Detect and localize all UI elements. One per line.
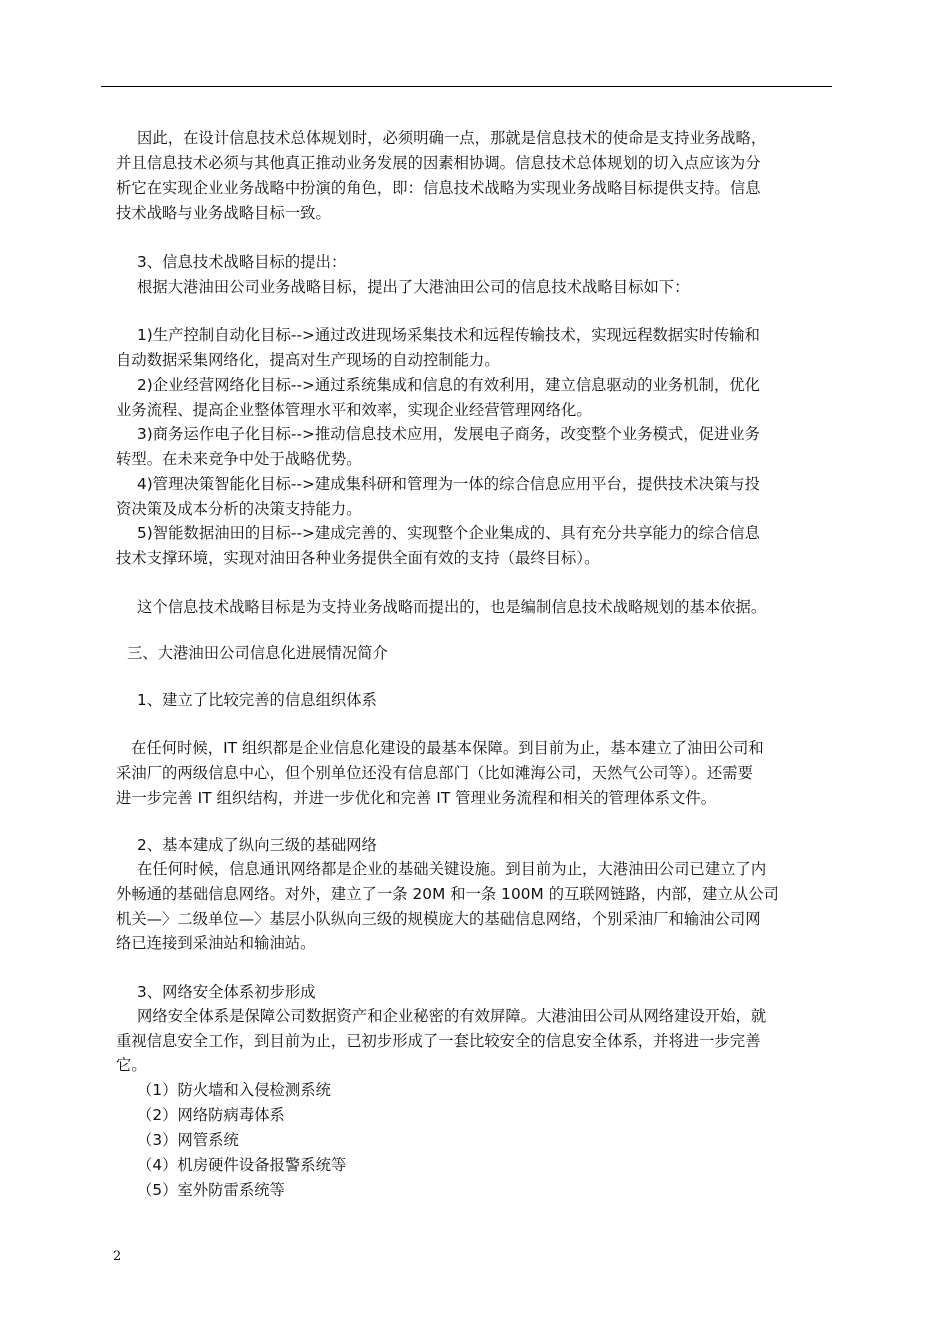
body-line: 采油厂的两级信息中心，但个别单位还没有信息部门（比如滩海公司，天然气公司等）。还需要	[116, 764, 753, 782]
subsection-heading: 3、网络安全体系初步形成	[137, 983, 316, 1001]
goals-summary: 这个信息技术战略目标是为支持业务战略而提出的，也是编制信息技术战略规划的基本依据。	[137, 598, 767, 616]
subsection-heading: 2、基本建成了纵向三级的基础网络	[137, 836, 377, 854]
section-heading: 三、大港油田公司信息化进展情况简介	[127, 644, 388, 662]
list-item: （3）网管系统	[137, 1131, 239, 1149]
intro-line: 因此，在设计信息技术总体规划时，必须明确一点，那就是信息技术的使命是支持业务战略，	[137, 129, 767, 147]
body-line: 重视信息安全工作，到目前为止，已初步形成了一套比较安全的信息安全体系，并将进一步完善	[116, 1032, 761, 1050]
body-line: 网络安全体系是保障公司数据资产和企业秘密的有效屏障。大港油田公司从网络建设开始，就	[137, 1007, 767, 1025]
header-rule	[101, 86, 832, 87]
goal-line: 5)智能数据油田的目标-->建成完善的、实现整个企业集成的、具有充分共享能力的综合信息	[137, 524, 760, 542]
intro-line: 并且信息技术必须与其他真正推动业务发展的因素相协调。信息技术总体规划的切入点应该为分	[116, 154, 761, 172]
goal-line: 2)企业经营网络化目标-->通过系统集成和信息的有效利用，建立信息驱动的业务机制，优化	[137, 376, 760, 394]
goal-line: 业务流程、提高企业整体管理水平和效率，实现企业经营管理网络化。	[116, 401, 592, 419]
goal-line: 资决策及成本分析的决策支持能力。	[116, 500, 362, 518]
page-number: 2	[113, 1249, 122, 1264]
body-line: 在任何时候，IT 组织都是企业信息化建设的最基本保障。到目前为止，基本建立了油田公司和	[131, 739, 764, 757]
body-line: 外畅通的基础信息网络。对外，建立了一条 20M 和一条 100M 的互联网链路，内部，建立从公司	[116, 885, 779, 903]
body-line: 进一步完善 IT 组织结构，并进一步优化和完善 IT 管理业务流程和相关的管理体系文件。	[116, 789, 717, 807]
body-line: 它。	[116, 1056, 147, 1074]
body-line: 在任何时候，信息通讯网络都是企业的基础关键设施。到目前为止，大港油田公司已建立了内	[137, 860, 767, 878]
list-item: （1）防火墙和入侵检测系统	[137, 1081, 331, 1099]
body-line: 络已连接到采油站和输油站。	[116, 934, 316, 952]
intro-line: 析它在实现企业业务战略中扮演的角色，即：信息技术战略为实现业务战略目标提供支持。信息	[116, 179, 761, 197]
body-line: 机关—〉二级单位—〉基层小队纵向三级的规模庞大的基础信息网络，个别采油厂和输油公司网	[116, 910, 761, 928]
subsection-heading: 1、建立了比较完善的信息组织体系	[137, 691, 377, 709]
goal-line: 4)管理决策智能化目标-->建成集科研和管理为一体的综合信息应用平台，提供技术决策与投	[137, 475, 760, 493]
goal-line: 自动数据采集网络化，提高对生产现场的自动控制能力。	[116, 351, 500, 369]
goal-line: 3)商务运作电子化目标-->推动信息技术应用，发展电子商务，改变整个业务模式，促进业务	[137, 425, 760, 443]
intro-line: 技术战略与业务战略目标一致。	[116, 204, 331, 222]
list-item: （4）机房硬件设备报警系统等	[137, 1156, 347, 1174]
goal-line: 1)生产控制自动化目标-->通过改进现场采集技术和远程传输技术，实现远程数据实时传输和	[137, 326, 760, 344]
goals-heading: 3、信息技术战略目标的提出：	[137, 253, 347, 271]
goal-line: 技术支撑环境，实现对油田各种业务提供全面有效的支持（最终目标）。	[116, 549, 600, 567]
goal-line: 转型。在未来竞争中处于战略优势。	[116, 450, 362, 468]
list-item: （2）网络防病毒体系	[137, 1106, 285, 1124]
list-item: （5）室外防雷系统等	[137, 1181, 285, 1199]
goals-intro: 根据大港油田公司业务战略目标，提出了大港油田公司的信息技术战略目标如下：	[137, 278, 690, 296]
